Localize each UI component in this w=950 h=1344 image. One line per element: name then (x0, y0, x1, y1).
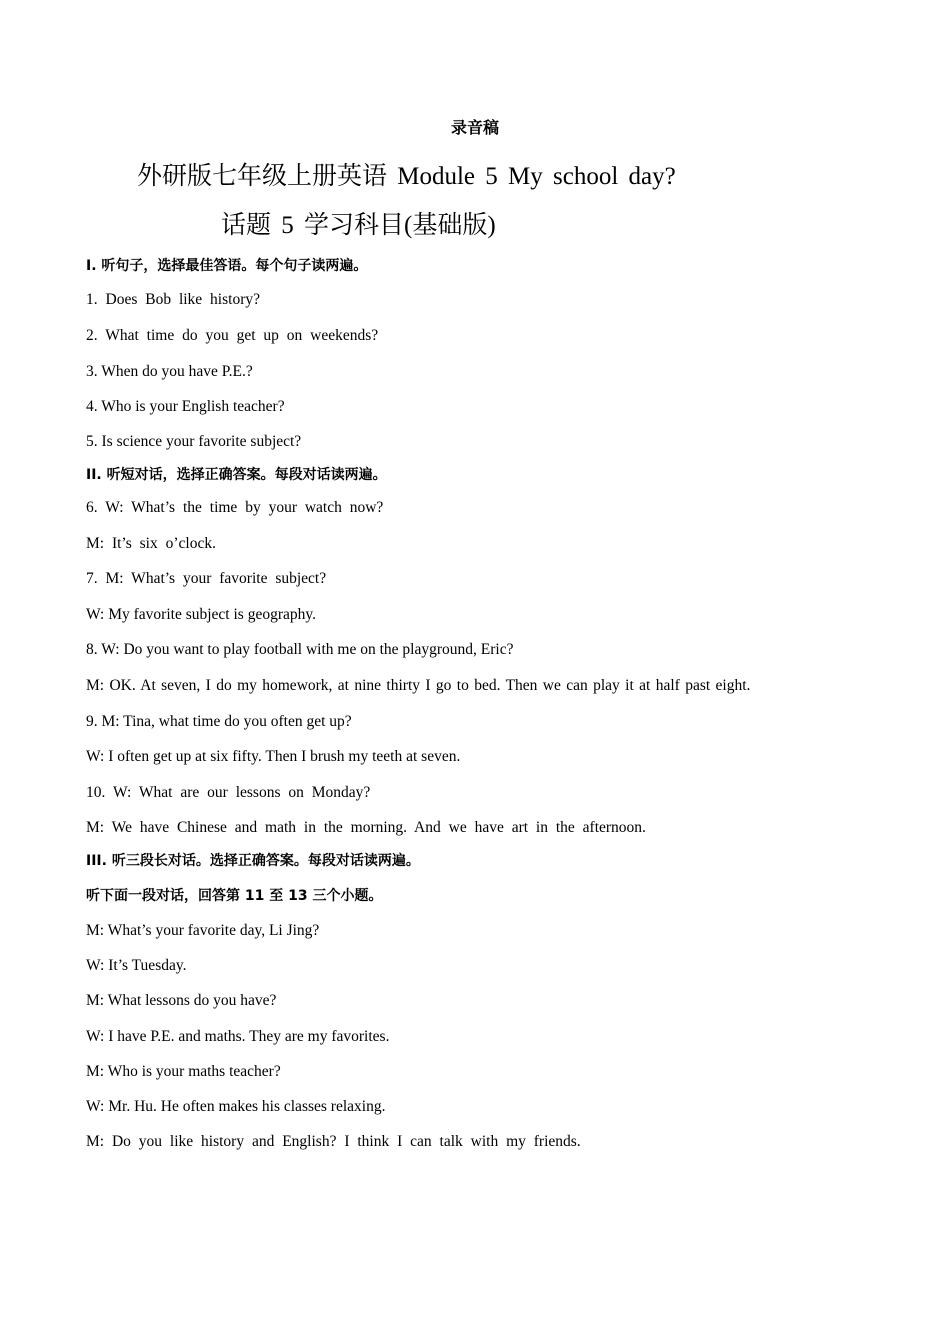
dialogue-line: 8. W: Do you want to play football with me on the playground, Eric? (86, 641, 514, 658)
question-line: 3. When do you have P.E.? (86, 363, 253, 380)
dialogue-line: W: My favorite subject is geography. (86, 606, 316, 623)
dialogue-line: M: It’s six o’clock. (86, 535, 216, 552)
question-line: 5. Is science your favorite subject? (86, 433, 302, 450)
section-3-subtitle: 听下面一段对话，回答第 11 至 13 三个小题。 (86, 888, 383, 904)
dialogue-line: M: OK. At seven, I do my homework, at nine thirty I go to bed. Then we can play it at half past eight. (86, 677, 751, 694)
dialogue-line: M: We have Chinese and math in the morning. And we have art in the afternoon. (86, 819, 646, 836)
dialogue-line: 6. W: What’s the time by your watch now? (86, 499, 384, 516)
dialogue-line: M: What’s your favorite day, Li Jing? (86, 922, 320, 939)
dialogue-line: M: Who is your maths teacher? (86, 1063, 281, 1080)
dialogue-line: W: I have P.E. and maths. They are my favorites. (86, 1028, 390, 1045)
section-2-title: II. 听短对话，选择正确答案。每段对话读两遍。 (86, 467, 387, 483)
dialogue-line: M: Do you like history and English? I think I can talk with my friends. (86, 1133, 581, 1150)
dialogue-line: 9. M: Tina, what time do you often get up? (86, 713, 352, 730)
dialogue-line: W: Mr. Hu. He often makes his classes relaxing. (86, 1098, 386, 1115)
question-line: 2. What time do you get up on weekends? (86, 327, 379, 344)
document-title-line1: 外研版七年级上册英语 Module 5 My school day? (137, 163, 676, 190)
question-line: 1. Does Bob like history? (86, 291, 260, 308)
document-heading: 录音稿 (450, 118, 499, 137)
dialogue-line: 7. M: What’s your favorite subject? (86, 570, 327, 587)
dialogue-line: W: It’s Tuesday. (86, 957, 187, 974)
dialogue-line: W: I often get up at six fifty. Then I brush my teeth at seven. (86, 748, 461, 765)
dialogue-line: 10. W: What are our lessons on Monday? (86, 784, 371, 801)
section-1-title: Ⅰ. 听句子，选择最佳答语。每个句子读两遍。 (86, 258, 368, 274)
section-3-title: III. 听三段长对话。选择正确答案。每段对话读两遍。 (86, 853, 420, 869)
document-title-line2: 话题 5 学习科目(基础版) (221, 212, 496, 239)
question-line: 4. Who is your English teacher? (86, 398, 285, 415)
dialogue-line: M: What lessons do you have? (86, 992, 277, 1009)
